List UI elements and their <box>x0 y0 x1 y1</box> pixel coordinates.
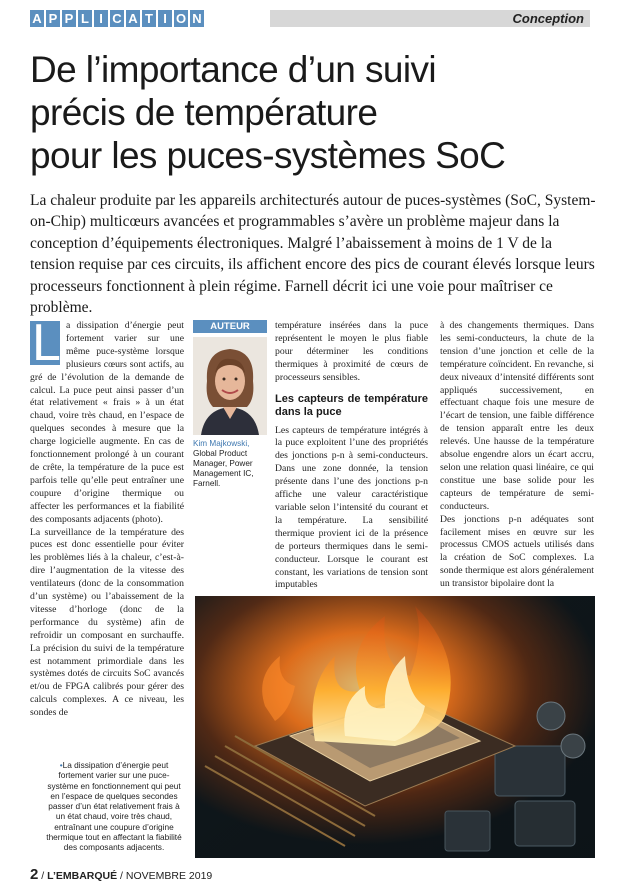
section-letter: I <box>94 10 108 27</box>
section-letter: P <box>62 10 76 27</box>
section-letter: O <box>175 11 187 26</box>
title-line: précis de température <box>30 92 378 133</box>
author-name: Kim Majkowski, <box>193 439 250 448</box>
section-letter: N <box>190 10 204 27</box>
section-letter: I <box>158 10 172 27</box>
author-portrait-image <box>193 337 267 435</box>
body-paragraph: température insérées dans la puce représentent le moyen le plus fiable pour déterminer les conditions thermiques à proximité de cœurs de processeurs sensibles. <box>275 320 428 383</box>
magazine-name: L’EMBARQUÉ <box>47 870 118 882</box>
burning-chip-photo <box>195 596 595 858</box>
body-column-2 <box>275 320 428 592</box>
article-title <box>30 48 600 177</box>
section-label <box>30 10 204 27</box>
page-footer <box>30 866 212 883</box>
section-letter: L <box>78 10 92 27</box>
caption-bullet: • <box>59 760 63 770</box>
author-info <box>193 439 267 489</box>
issue-date: / NOVEMBRE 2019 <box>120 870 213 882</box>
body-column-3 <box>440 320 594 591</box>
section-letter: C <box>110 10 124 27</box>
author-role: Global Product Manager, Power Management IC, Farnell. <box>193 449 254 488</box>
author-portrait <box>193 337 267 435</box>
footer-separator: / <box>41 870 45 882</box>
article-lede: La chaleur produite par les appareils architecturés autour de puces-systèmes (SoC, System-on-Chip) multicœurs avancées et programmables s’avère un problème majeur dans la conception d’équipements électroniques. Malgré l’abaissement à moins de 1 V de la tension requise par ces circuits, ils affichent encore des pics de courant élevés lorsque leurs processeurs fonctionnent à plein régime. Farnell décrit ici une voie pour maîtriser ce problème. <box>30 192 596 317</box>
photo-caption <box>44 760 184 853</box>
section-letter: A <box>126 10 140 27</box>
section-letter: P <box>46 10 60 27</box>
caption-text: La dissipation d’énergie peut fortement varier sur une puce-système en fonctionnement qui peut en l’espace de quelques secondes passer d’un état relativement frais à un état chaud, voire très chaud, entraînant une coupure d’origine thermique tout en affectant la fiabilité des composants adjacents. <box>46 760 182 853</box>
page-number: 2 <box>30 866 39 883</box>
body-paragraph <box>30 314 184 527</box>
section-letter: T <box>142 10 156 27</box>
body-paragraph: Des jonctions p-n adéquates sont facilement mises en œuvre sur les processus CMOS actuels utilisés dans la création de SoC complexes. La sonde thermique est alors généralement un transistor bipolaire dont la <box>440 513 594 590</box>
body-paragraph: à des changements thermiques. Dans les semi-conducteurs, la chute de la tension d’une jonction et celle de la température coïncident. En revanche, si deux niveaux d’intensité différents sont appliqués successivement, en effectuant chaque fois une mesure de l’écart de tension, une faible différence de tension apparaît entre les deux relevés. Une hausse de la température absolue engendre alors un écart accru, selon une relation quasi linéaire, ce qui constitue une base solide pour les capteurs de température de semi-conducteurs. <box>440 320 594 512</box>
title-line: De l’importance d’un suivi <box>30 49 436 90</box>
section-subhead: Les capteurs de température dans la puce <box>275 392 428 418</box>
header-bar <box>30 10 590 30</box>
body-column-1 <box>30 314 184 720</box>
body-paragraph: Les capteurs de température intégrés à la puce exploitent l’une des propriétés des jonctions p-n à semi-conducteurs. Dans une zone donnée, la tension présente dans l’une des jonctions p-n affiche une valeur caractéristique variable selon l’intensité du courant et la température. La sensibilité thermique provient ici de la présence de porteurs thermiques dans le semi-conducteur. Lorsque le courant est constant, les variations de tension sont imputables <box>275 424 428 591</box>
author-box <box>193 320 267 489</box>
rubric-label: Conception <box>512 11 584 26</box>
burning-chip-illustration <box>195 596 595 858</box>
section-letter: A <box>30 10 44 27</box>
title-line: pour les puces-systèmes SoC <box>30 135 506 176</box>
rubric-bar <box>270 10 590 27</box>
paragraph-text: a dissipation d’énergie peut fortement varier sur une même puce-système lorsque plusieurs cœurs sont actifs, au gré de l’évolution de la demande de calcul. La puce peut ainsi passer d’un état relativement « frais » à un état chaud, voire très chaud, en l’espace de quelques secondes à mesure que la charge logicielle augmente. En cas de fonctionnement prolongé à un courant de crête, la température de la puce est parfois telle qu’elle peut entraîner une coupure d’origine thermique ou affecter les performances et la fiabilité des composants adjacents (photo). <box>30 320 184 525</box>
dropcap <box>30 314 61 372</box>
body-paragraph: La surveillance de la température des puces est donc essentielle pour éviter les problèmes liés à la chaleur, c’est-à-dire l’augmentation de la vitesse des ventilateurs (donc de la consommation d’un système) ou l’abaissement de la vitesse d’horloge (donc de la performance du système) afin de refroidir un composant en surchauffe. La précision du suivi de la température est notamment primordiale dans les systèmes dotés de circuits SoC avancés et/ou de FPGA calibrés pour gérer des calculs complexes. A ce niveau, les sondes de <box>30 526 184 719</box>
author-label: AUTEUR <box>193 320 267 333</box>
dropcap-letter: L <box>32 314 61 372</box>
